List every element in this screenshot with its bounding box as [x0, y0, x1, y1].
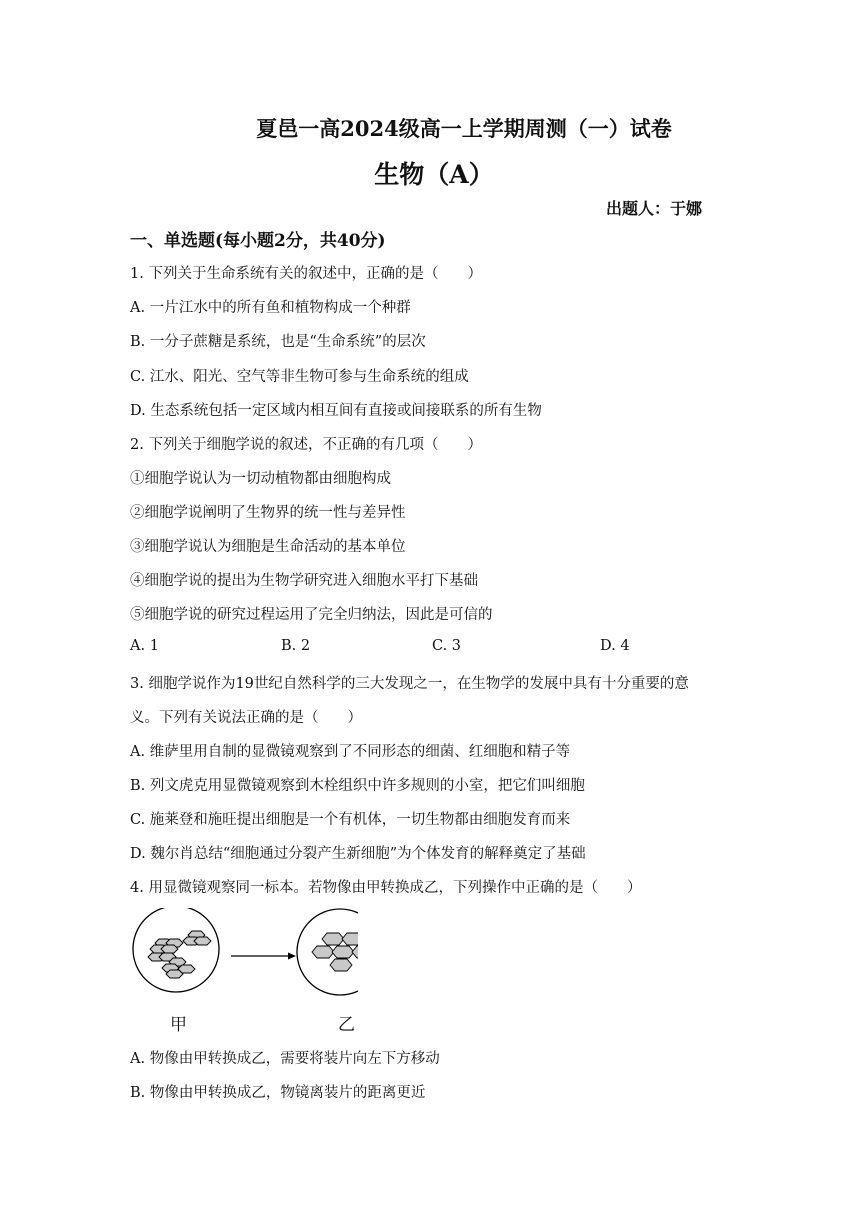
subject-title: 生物（A） — [374, 160, 494, 189]
q2-statement-5: ⑤细胞学说的研究过程运用了完全归纳法，因此是可信的 — [130, 607, 493, 623]
q1-option-d: D. 生态系统包括一定区域内相互间有直接或间接联系的所有生物 — [130, 403, 542, 419]
q4-stem: 4. 用显微镜观察同一标本。若物像由甲转换成乙，下列操作中正确的是（ ） — [130, 880, 642, 896]
q1-option-c: C. 江水、阳光、空气等非生物可参与生命系统的组成 — [130, 369, 469, 385]
q2-option-d: D. 4 — [600, 638, 630, 654]
q3-option-d: D. 魏尔肖总结“细胞通过分裂产生新细胞”为个体发育的解释奠定了基础 — [130, 846, 586, 862]
figure-label-yi: 乙 — [338, 1015, 355, 1035]
q2-stem: 2. 下列关于细胞学说的叙述，不正确的有几项（ ） — [130, 437, 482, 453]
q1-stem: 1. 下列关于生命系统有关的叙述中，正确的是（ ） — [130, 266, 482, 282]
author-line: 出题人：于娜 — [606, 199, 703, 218]
q1-option-a: A. 一片江水中的所有鱼和植物构成一个种群 — [130, 300, 411, 316]
exam-title: 夏邑一高2024级高一上学期周测（一）试卷 — [256, 116, 672, 141]
section-heading: 一、单选题(每小题2分，共40分) — [130, 231, 386, 251]
q2-statement-1: ①细胞学说认为一切动植物都由细胞构成 — [130, 471, 391, 487]
microscope-field-figure — [128, 908, 358, 1038]
q2-statement-3: ③细胞学说认为细胞是生命活动的基本单位 — [130, 539, 406, 555]
q2-statement-2: ②细胞学说阐明了生物界的统一性与差异性 — [130, 505, 406, 521]
q2-option-a: A. 1 — [130, 638, 159, 654]
q3-stem-line2: 义。下列有关说法正确的是（ ） — [130, 710, 362, 726]
q1-option-b: B. 一分子蔗糖是系统，也是“生命系统”的层次 — [130, 334, 426, 350]
q2-option-b: B. 2 — [281, 638, 311, 654]
q4-option-b: B. 物像由甲转换成乙，物镜离装片的距离更近 — [130, 1085, 426, 1101]
q2-statement-4: ④细胞学说的提出为生物学研究进入细胞水平打下基础 — [130, 573, 478, 589]
arrow-head-icon — [288, 953, 296, 960]
figure-label-jia: 甲 — [170, 1015, 187, 1035]
q3-option-c: C. 施莱登和施旺提出细胞是一个有机体，一切生物都由细胞发育而来 — [130, 812, 571, 828]
q3-option-b: B. 列文虎克用显微镜观察到木栓组织中许多规则的小室，把它们叫细胞 — [130, 778, 585, 794]
q3-option-a: A. 维萨里用自制的显微镜观察到了不同形态的细菌、红细胞和精子等 — [130, 744, 571, 760]
q4-option-a: A. 物像由甲转换成乙，需要将装片向左下方移动 — [130, 1051, 440, 1067]
q2-option-c: C. 3 — [432, 638, 462, 654]
q3-stem-line1: 3. 细胞学说作为19世纪自然科学的三大发现之一，在生物学的发展中具有十分重要的意 — [130, 676, 689, 692]
